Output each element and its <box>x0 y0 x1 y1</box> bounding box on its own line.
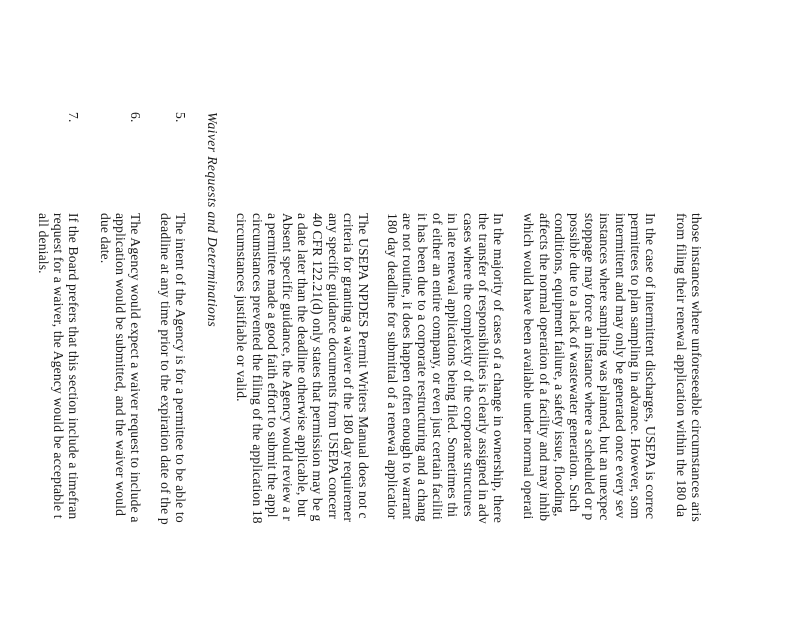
text-line: affects the normal operation of a facility and may inhib <box>536 213 552 522</box>
text-line: possible due to a lack of wastewater generation. Such <box>567 213 583 512</box>
text-line: request for a waiver, the Agency would be acceptable t <box>50 213 66 519</box>
text-line: The USEPA NPDES Permit Writers Manual does not c <box>356 213 371 519</box>
text-line: cases where the complexity of the corporate structures <box>460 213 476 517</box>
text-line: any specific guidance documents from USEPA concerr <box>325 213 341 519</box>
text-line: permittees to plan sampling in advance. However, som <box>627 213 643 519</box>
rotated-document <box>35 0 704 618</box>
text-line: the transfer of responsibilities is clearly assigned in adv <box>475 213 491 524</box>
permit-writers-manual-paragraph <box>234 213 371 524</box>
text-line: from filing their renewal application within the 180 da <box>673 213 689 518</box>
text-line: 40 CFR 122.21(d) only states that permission may be g <box>310 213 326 522</box>
text-line: If the Board prefers that this section include a timefran <box>66 213 81 520</box>
text-line: In the case of intermittent discharges, USEPA is correc <box>643 213 658 520</box>
text-line: The intent of the Agency is for a permittee to be able to <box>173 213 188 523</box>
text-line: it has been due to a corporate restructuring and a chang <box>415 213 431 522</box>
item-5-text <box>158 213 188 525</box>
item-number: 6. <box>128 112 143 123</box>
text-line: In the majority of cases of a change in ownership, there <box>491 213 506 523</box>
item-7-text <box>35 213 81 519</box>
text-line: Absent specific guidance, the Agency would review a r <box>280 213 296 522</box>
text-line: circumstances justifiable or valid. <box>234 213 250 402</box>
text-line: a date later than the deadline otherwise applicable, but <box>295 213 311 517</box>
text-line: The Agency would expect a waiver request to include a <box>128 213 143 523</box>
text-line: of either an entire company, or even just certain faciliti <box>430 213 446 520</box>
text-line: which would have been available under normal operati <box>521 213 537 520</box>
text-line: stoppage may force an instance where a scheduled or p <box>582 213 598 521</box>
text-line: a permittee made a good faith effort to submit the appl <box>264 213 280 518</box>
text-line: application would be submitted, and the waiver would <box>112 213 128 517</box>
text-line: 180 day deadline for submittal of a renewal applicatior <box>384 213 400 520</box>
text-line: are not routine, it does happen often enough to warrant <box>399 213 415 520</box>
text-line: instances where sampling was planned, but an unexpec <box>597 213 613 521</box>
text-line: conditions, equipment failure, a safety issue, flooding, <box>551 213 567 517</box>
text-line: circumstances prevented the filing of the application 18 <box>249 213 265 524</box>
text-line: intermittent and may only be generated once every sev <box>612 213 628 519</box>
ownership-change-paragraph <box>385 213 507 524</box>
item-number: 5. <box>173 112 188 123</box>
text-line: deadline at any time prior to the expiration date of the p <box>157 213 173 525</box>
intermittent-discharges-paragraph <box>521 213 658 521</box>
item-6-text <box>97 213 143 523</box>
intro-paragraph <box>674 213 704 522</box>
text-line: in late renewal applications being filed. Sometimes thi <box>445 213 461 518</box>
item-number: 7. <box>66 112 81 123</box>
text-line: all denials. <box>35 213 51 274</box>
text-line: those instances where unforeseeable circumstances aris <box>689 213 704 522</box>
section-heading: Waiver Requests and Determinations <box>205 112 220 328</box>
text-line: due date. <box>97 213 113 264</box>
text-line: criteria for granting a waiver of the 180 day requiremer <box>340 213 356 523</box>
